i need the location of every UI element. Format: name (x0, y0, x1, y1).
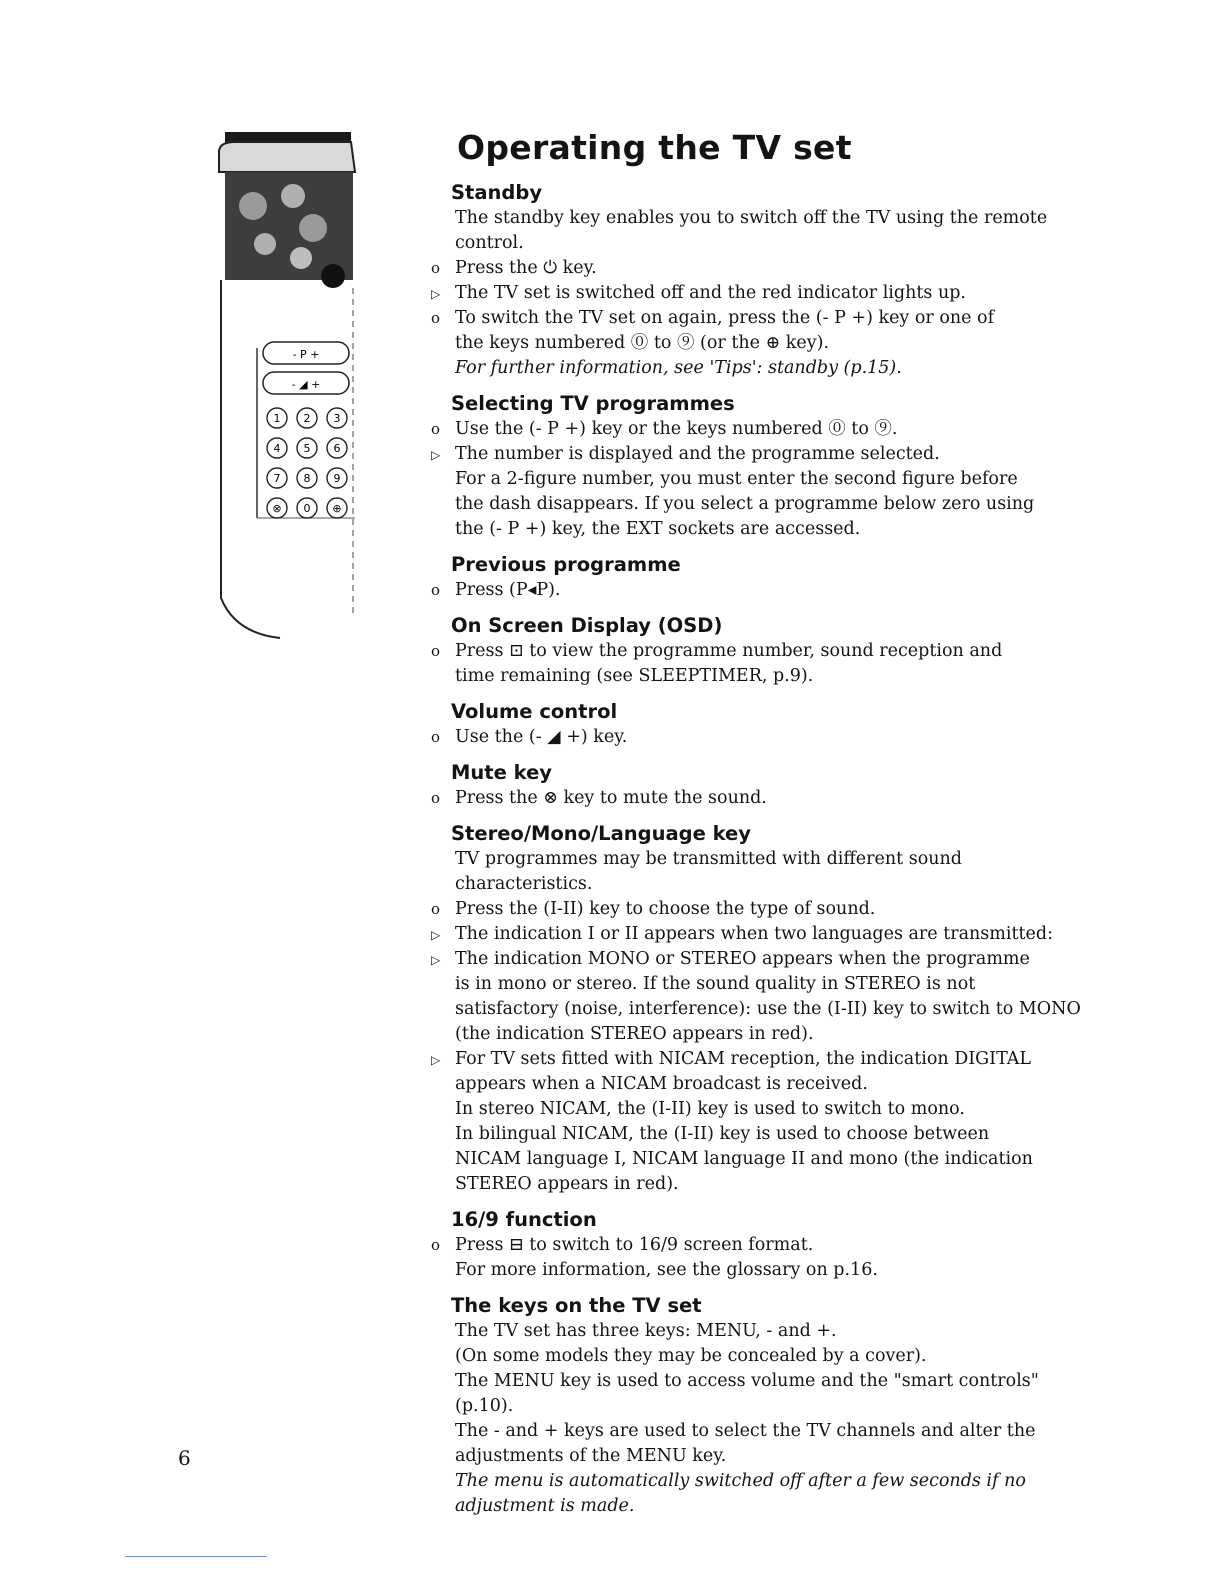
line-text: For more information, see the glossary on p.16. (455, 1260, 878, 1280)
section (405, 822, 1085, 1197)
remote-volume-key (263, 372, 349, 394)
line-text: For further information, see 'Tips': standby (p.15). (455, 358, 902, 378)
result-arrow-icon: ▷ (431, 928, 441, 942)
bullet-icon: o (431, 259, 441, 277)
line-text: The menu is automatically switched off after a few seconds if no adjustment is made. (455, 1471, 1026, 1516)
line-text: Press the ⊗ key to mute the sound. (455, 788, 767, 808)
text-line (405, 1072, 1085, 1097)
remote-bottom-keys (267, 498, 347, 518)
remote-bottom-label: ⊗ (272, 502, 282, 515)
text-line (405, 256, 1085, 281)
section (405, 553, 1085, 603)
text-line (405, 1147, 1085, 1172)
line-text: The MENU key is used to access volume and the "smart controls" (p.10). (455, 1371, 1039, 1416)
line-text: time remaining (see SLEEPTIMER, p.9). (455, 666, 814, 686)
result-arrow-icon: ▷ (431, 287, 441, 301)
line-text: (the indication STEREO appears in red). (455, 1024, 814, 1044)
line-text: TV programmes may be transmitted with different sound characteristics. (455, 849, 963, 894)
line-text: the (- P +) key, the EXT sockets are accessed. (455, 519, 861, 539)
text-line (405, 306, 1085, 331)
remote-top-edge (219, 142, 355, 172)
result-arrow-icon: ▷ (431, 448, 441, 462)
text-line (405, 1344, 1085, 1369)
bullet-icon: o (431, 642, 441, 660)
text-line (405, 417, 1085, 442)
line-text: Press the ⏻ key. (455, 258, 597, 278)
text-line (405, 1444, 1085, 1469)
text-line (405, 1172, 1085, 1197)
bullet-icon: o (431, 420, 441, 438)
section (405, 761, 1085, 811)
bullet-icon: o (431, 728, 441, 746)
line-text: Use the (- P +) key or the keys numbered ⓪ to ⑨. (455, 419, 898, 439)
line-text: For a 2-figure number, you must enter the second figure before (455, 469, 1018, 489)
text-line (405, 281, 1085, 306)
text-line (405, 331, 1085, 356)
section (405, 1294, 1085, 1519)
text-line (405, 1022, 1085, 1047)
line-text: Press (P◂P). (455, 580, 561, 600)
result-arrow-icon: ▷ (431, 953, 441, 967)
svg-text:- P +: - P + (292, 348, 320, 361)
line-text: In bilingual NICAM, the (I-II) key is used to choose between (455, 1124, 990, 1144)
remote-bottom-label: ⊕ (332, 502, 342, 515)
line-text: The - and + keys are used to select the TV channels and alter the (455, 1421, 1036, 1441)
line-text: The number is displayed and the programme selected. (455, 444, 940, 464)
section-heading: 16/9 function (451, 1208, 597, 1231)
text-line (405, 1319, 1085, 1344)
bullet-icon: o (431, 789, 441, 807)
text-line (405, 1469, 1085, 1519)
section (405, 392, 1085, 542)
remote-digit-label: 4 (273, 442, 281, 455)
line-text: Press ⊡ to view the programme number, sound reception and (455, 641, 1003, 661)
line-text: the keys numbered ⓪ to ⑨ (or the ⊕ key). (455, 333, 830, 353)
text-line (405, 1369, 1085, 1419)
remote-digit-label: 1 (273, 412, 281, 425)
remote-control-illustration (205, 128, 365, 652)
line-text: adjustments of the MENU key. (455, 1446, 727, 1466)
bullet-icon: o (431, 309, 441, 327)
section-heading: Volume control (451, 700, 618, 723)
line-text: The TV set is switched off and the red indicator lights up. (455, 283, 966, 303)
text-line (405, 725, 1085, 750)
remote-program-key (263, 342, 349, 364)
section-heading: The keys on the TV set (451, 1294, 702, 1317)
line-text: In stereo NICAM, the (I-II) key is used to switch to mono. (455, 1099, 965, 1119)
text-line (405, 664, 1085, 689)
page-title: Operating the TV set (457, 128, 852, 167)
text-line (405, 578, 1085, 603)
footer-rule (125, 1556, 267, 1557)
text-line (405, 1258, 1085, 1283)
main-content (405, 128, 1085, 1530)
line-text: For TV sets fitted with NICAM reception, the indication DIGITAL (455, 1049, 1032, 1069)
text-line (405, 639, 1085, 664)
bullet-icon: o (431, 1236, 441, 1254)
line-text: (On some models they may be concealed by a cover). (455, 1346, 927, 1366)
section (405, 1208, 1085, 1283)
section-heading: Previous programme (451, 553, 681, 576)
line-text: Press the (I-II) key to choose the type of sound. (455, 899, 876, 919)
bullet-icon: o (431, 900, 441, 918)
line-text: To switch the TV set on again, press the (- P +) key or one of (455, 308, 995, 328)
line-text: Use the (- ◢ +) key. (455, 727, 628, 747)
text-line (405, 997, 1085, 1022)
remote-digit-label: 9 (333, 472, 341, 485)
line-text: NICAM language I, NICAM language II and mono (the indication (455, 1149, 1033, 1169)
remote-digit-label: 5 (303, 442, 311, 455)
section (405, 181, 1085, 381)
text-line (405, 517, 1085, 542)
section (405, 700, 1085, 750)
line-text: The standby key enables you to switch off the TV using the remote control. (455, 208, 1048, 253)
text-line (405, 1047, 1085, 1072)
line-text: appears when a NICAM broadcast is received. (455, 1074, 868, 1094)
line-text: The TV set has three keys: MENU, - and +. (455, 1321, 837, 1341)
line-text: satisfactory (noise, interference): use the (I-II) key to switch to MONO (455, 999, 1081, 1019)
remote-body-outline (221, 280, 280, 638)
line-text: The indication MONO or STEREO appears when the programme (455, 949, 1030, 969)
remote-digit-label: 7 (273, 472, 281, 485)
text-line (405, 1233, 1085, 1258)
line-text: Press ⊟ to switch to 16/9 screen format. (455, 1235, 814, 1255)
text-line (405, 1419, 1085, 1444)
remote-digit-label: 3 (333, 412, 341, 425)
remote-digit-label: 6 (333, 442, 341, 455)
svg-text:- ◢ +: - ◢ + (291, 378, 321, 391)
text-line (405, 786, 1085, 811)
line-text: The indication I or II appears when two languages are transmitted: (455, 924, 1053, 944)
text-line (405, 492, 1085, 517)
text-line (405, 972, 1085, 997)
text-line (405, 947, 1085, 972)
line-text: the dash disappears. If you select a programme below zero using (455, 494, 1035, 514)
remote-digit-label: 2 (303, 412, 311, 425)
line-text: is in mono or stereo. If the sound quality in STEREO is not (455, 974, 976, 994)
bullet-icon: o (431, 581, 441, 599)
text-line (405, 467, 1085, 492)
remote-digit-keys (267, 408, 347, 488)
result-arrow-icon: ▷ (431, 1053, 441, 1067)
text-line (405, 922, 1085, 947)
section-heading: Mute key (451, 761, 553, 784)
section-heading: Selecting TV programmes (451, 392, 735, 415)
text-line (405, 206, 1085, 256)
remote-bottom-label: 0 (303, 502, 311, 515)
line-text: STEREO appears in red). (455, 1174, 679, 1194)
text-line (405, 1122, 1085, 1147)
text-line (405, 897, 1085, 922)
sections-container (405, 181, 1085, 1519)
text-line (405, 847, 1085, 897)
section-heading: Stereo/Mono/Language key (451, 822, 751, 845)
text-line (405, 356, 1085, 381)
text-line (405, 442, 1085, 467)
section-heading: On Screen Display (OSD) (451, 614, 723, 637)
text-line (405, 1097, 1085, 1122)
remote-digit-label: 8 (303, 472, 311, 485)
section (405, 614, 1085, 689)
section-heading: Standby (451, 181, 543, 204)
page-number: 6 (178, 1446, 191, 1470)
